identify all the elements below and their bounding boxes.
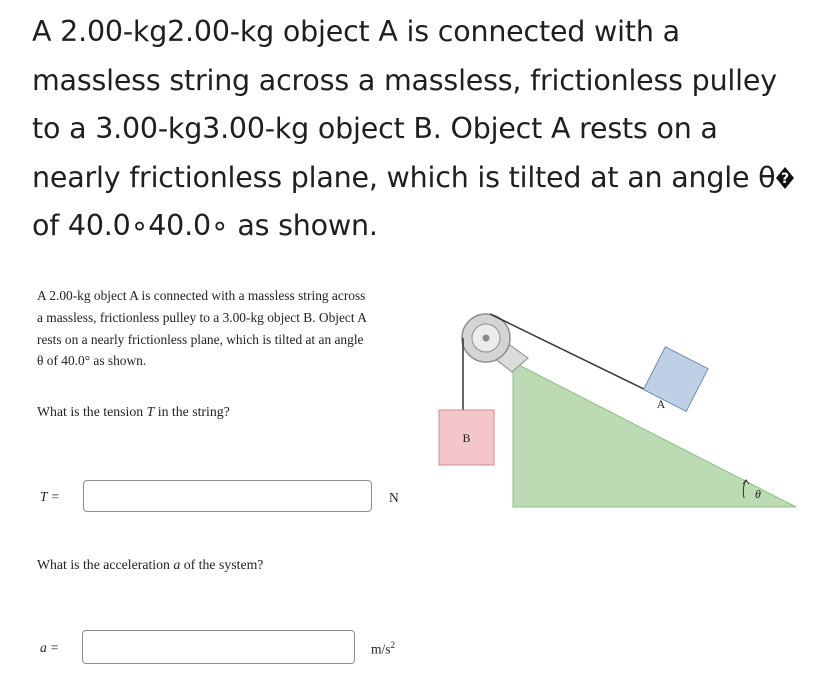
block-a [643,347,708,412]
heading-line-4 [32,154,822,203]
tension-label-var: T [40,489,48,504]
acceleration-label [40,640,58,656]
block-a-label: A [656,397,666,411]
problem-line-2: a massless, frictionless pulley to a 3.00-kg object B. Object A [37,309,367,325]
tension-question-var: T [146,404,155,419]
incline-pulley-diagram [430,300,810,520]
problem-line-3: rests on a nearly frictionless plane, which is tilted at an angle [37,331,364,347]
missing-glyph-icon [775,166,795,190]
tension-question-end: in the string? [154,404,230,419]
heading-line-3: to a 3.00-kg3.00-kg object B. Object A rests on a [32,112,718,145]
acceleration-label-eq: = [50,640,59,655]
tension-input[interactable] [83,480,372,512]
acceleration-label-var: a [40,640,47,655]
acceleration-question-start: What is the acceleration [37,557,174,572]
problem-statement [37,285,417,372]
tension-label-eq: = [51,489,60,504]
acceleration-question-end: of the system? [180,557,264,572]
problem-line-1: A 2.00-kg object A is connected with a massless string across [37,288,366,303]
question-heading [32,8,822,251]
svg-text:?: ? [781,170,790,187]
acceleration-question-var: a [173,557,181,572]
tension-question-start: What is the tension [37,404,147,419]
tension-label [40,489,59,505]
tension-unit: N [389,490,399,505]
heading-line-1: A 2.00-kg2.00-kg object A is connected with a [32,15,680,48]
angle-theta-label: θ [755,487,761,501]
heading-line-5: of 40.0∘40.0∘ as shown. [32,209,378,242]
heading-line-4-text: nearly frictionless plane, which is tilted at an angle θ [32,160,776,194]
acceleration-input[interactable] [82,630,355,664]
acceleration-unit-exp: 2 [390,640,396,650]
acceleration-unit-base: m/s [371,641,391,657]
acceleration-unit [371,640,395,658]
pulley-axle [483,335,490,342]
tension-question [37,404,230,420]
problem-line-4: θ of 40.0° as shown. [37,353,147,369]
acceleration-question [37,557,263,573]
block-b-label: B [462,431,471,445]
heading-line-2: massless string across a massless, frictionless pulley [32,63,777,97]
